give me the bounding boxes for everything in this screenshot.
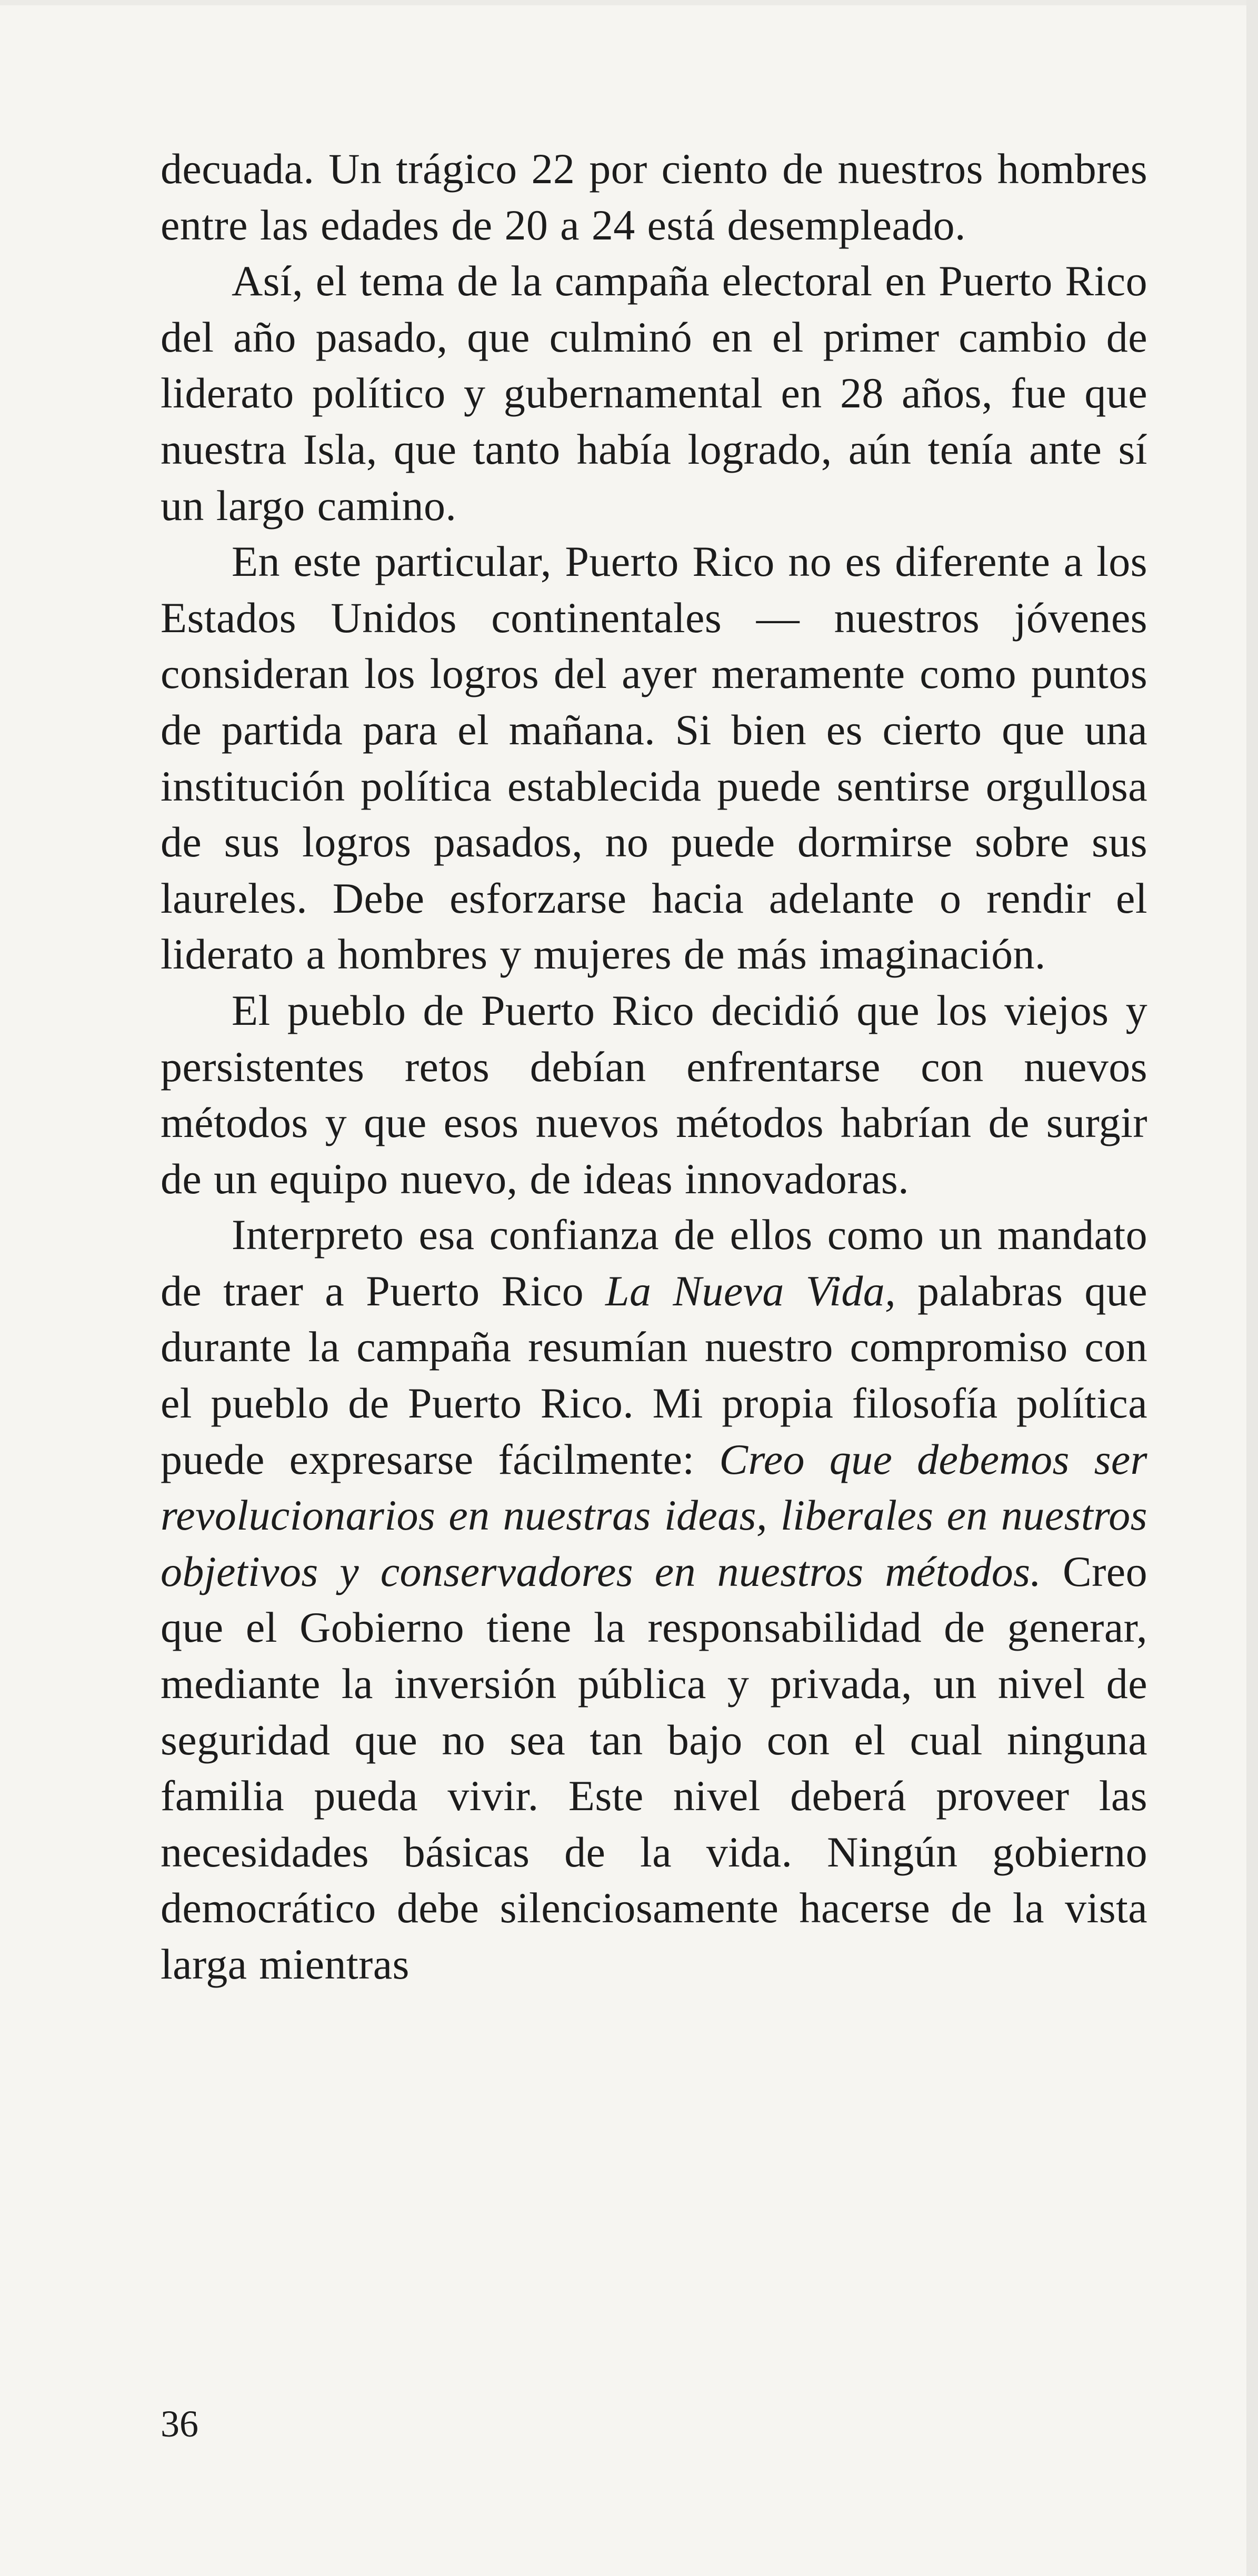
text-segment: palabras que durante la campaña resumían nuestro compromiso con el pueblo de Puerto Rico. Mi propia filosofía política puede expresarse fácilmente: [161, 1266, 1147, 1483]
text-segment: Así, el tema de la campaña electoral en Puerto Rico del año pasado, que culminó en el primer cambio de liderato político y gubernamental en 28 años, fue que nuestra Isla, que tanto había logrado, aún tenía ante sí un largo camino. [161, 257, 1147, 530]
paragraph [161, 1207, 1147, 1992]
italic-quote-segment: Creo que debemos ser revolucionarios en nuestras ideas, liberales en nuestros objetivos y conservadores en nuestros métodos. [161, 1435, 1147, 1595]
text-segment: Interpreto esa confianza de ellos como un mandato de traer a Puerto Rico [161, 1211, 1147, 1315]
paragraph [161, 983, 1147, 1207]
text-segment: decuada. Un trágico 22 por ciento de nuestros hombres entre las edades de 20 a 24 está desempleado. [161, 145, 1147, 249]
page-right-edge [1246, 0, 1258, 2576]
paragraph [161, 534, 1147, 983]
italic-title-segment: La Nueva Vida, [605, 1266, 896, 1315]
text-segment: El pueblo de Puerto Rico decidió que los viejos y persistentes retos debían enfrentarse con nuevos métodos y que esos nuevos métodos habrían de surgir de un equipo nuevo, de ideas innovadoras. [161, 986, 1147, 1203]
page-top-edge [0, 0, 1258, 5]
page-number: 36 [161, 2403, 198, 2445]
text-segment: En este particular, Puerto Rico no es diferente a los Estados Unidos continentales — nuestros jóvenes consideran los logros del ayer meramente como puntos de partida para el mañana. Si bien es cierto que una institución política establecida puede sentirse orgullosa de sus logros pasados, no puede dormirse sobre sus laureles. Debe esforzarse hacia adelante o rendir el liderato a hombres y mujeres de más imaginación. [161, 537, 1147, 979]
body-text [161, 141, 1147, 1993]
text-segment: Creo que el Gobierno tiene la responsabilidad de generar, mediante la inversión pública y privada, un nivel de seguridad que no sea tan bajo con el cual ninguna familia pueda vivir. Este nivel deberá proveer las necesidades básicas de la vida. Ningún gobierno democrático debe silenciosamente hacerse de la vista larga mientras [161, 1547, 1147, 1988]
paragraph [161, 141, 1147, 253]
paragraph [161, 253, 1147, 534]
